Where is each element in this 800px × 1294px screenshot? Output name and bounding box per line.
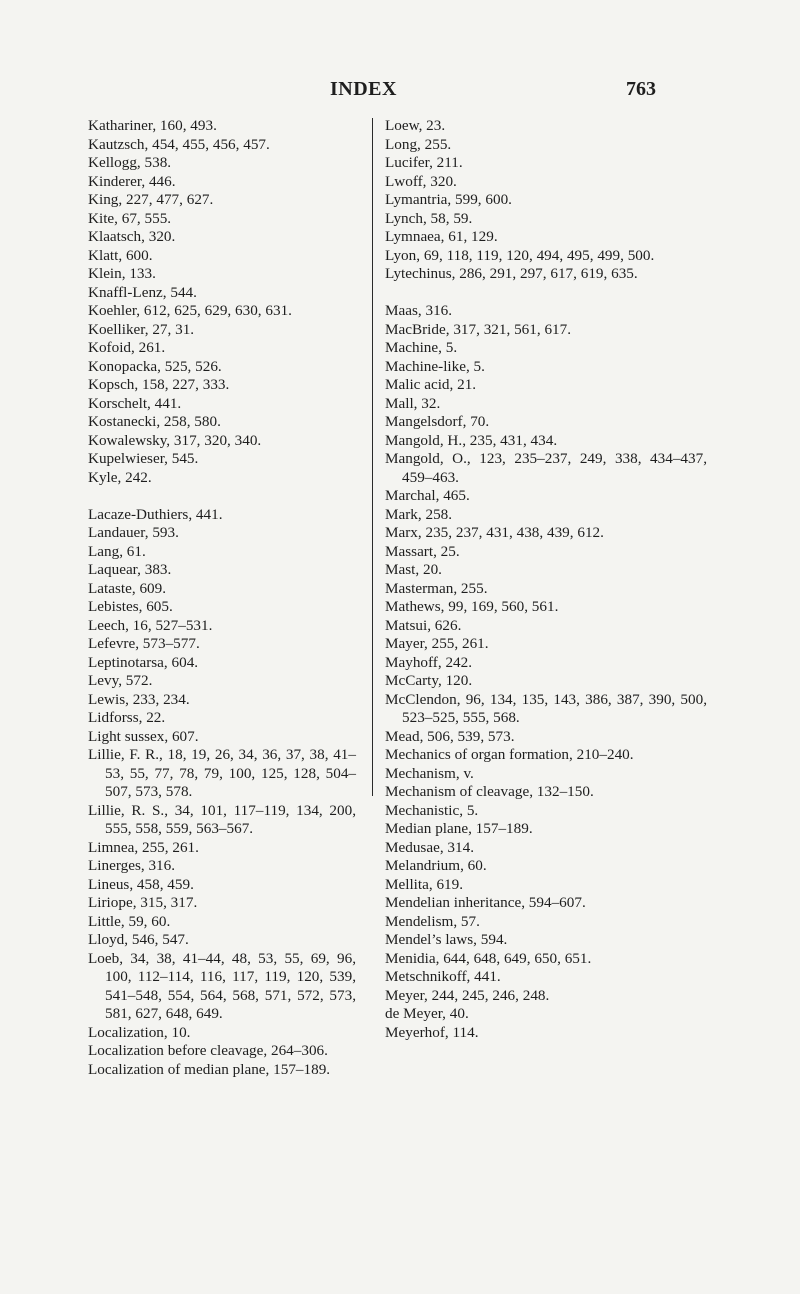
index-entry: Mechanics of organ formation, 210–240. [385, 746, 634, 763]
index-entry: Median plane, 157–189. [385, 820, 533, 837]
letter-section-gap [88, 487, 356, 506]
index-entry: Light sussex, 607. [88, 727, 199, 745]
index-entry: Long, 255. [385, 135, 452, 153]
right-index-column [385, 117, 707, 1042]
index-entry: Lyon, 69, 118, 119, 120, 494, 495, 499, 500. [385, 246, 655, 264]
index-entry: Mechanism, v. [385, 764, 474, 782]
index-entry: Marchal, 465. [385, 487, 470, 504]
index-entry: Linerges, 316. [88, 857, 176, 874]
index-entry: Maas, 316. [385, 302, 453, 319]
index-entry: Lebistes, 605. [88, 598, 173, 615]
index-entry: Lefevre, 573–577. [88, 635, 200, 652]
index-entry: Landauer, 593. [88, 524, 179, 541]
index-entry: Medusae, 314. [385, 838, 474, 856]
index-entry: Meyerhof, 114. [385, 1023, 479, 1041]
index-entry: Lang, 61. [88, 542, 146, 560]
index-entry: Lytechinus, 286, 291, 297, 617, 619, 635. [385, 265, 638, 282]
index-heading: INDEX [330, 78, 397, 100]
index-entry: McCarty, 120. [385, 672, 473, 689]
index-entry: Lynch, 58, 59. [385, 209, 473, 227]
index-entry: Masterman, 255. [385, 579, 488, 597]
index-entry: Lidforss, 22. [88, 709, 166, 726]
index-entry: Kofoid, 261. [88, 339, 166, 356]
index-entry: Mendelian inheritance, 594–607. [385, 894, 586, 911]
index-entry: Laquear, 383. [88, 561, 172, 578]
letter-section-gap [385, 284, 707, 303]
index-entry: Lillie, R. S., 34, 101, 117–119, 134, 200, 555, 558, 559, 563–567. [88, 801, 356, 837]
index-entry: Metschnikoff, 441. [385, 968, 501, 985]
left-index-column [88, 117, 356, 1079]
index-entry: Malic acid, 21. [385, 376, 477, 393]
index-entry: Mark, 258. [385, 505, 453, 523]
index-entry: Mangold, O., 123, 235–237, 249, 338, 434–437, 459–463. [385, 450, 707, 486]
index-entry: Kautzsch, 454, 455, 456, 457. [88, 135, 270, 153]
index-entry: Kathariner, 160, 493. [88, 117, 217, 134]
index-entry: Liriope, 315, 317. [88, 894, 198, 911]
index-entry: Massart, 25. [385, 542, 460, 560]
index-entry: Little, 59, 60. [88, 912, 171, 930]
index-entry: Mechanistic, 5. [385, 801, 479, 819]
index-entry: Kupelwieser, 545. [88, 450, 199, 467]
index-entry: Levy, 572. [88, 672, 153, 689]
index-entry: Kyle, 242. [88, 468, 152, 486]
index-entry: Lacaze-Duthiers, 441. [88, 505, 223, 523]
page-header [0, 78, 800, 102]
index-entry: Knaffl-Lenz, 544. [88, 283, 197, 301]
index-entry: Limnea, 255, 261. [88, 838, 199, 856]
index-entry: Machine, 5. [385, 339, 458, 356]
index-entry: Mangelsdorf, 70. [385, 413, 490, 430]
index-entry: Localization before cleavage, 264–306. [88, 1042, 328, 1059]
index-entry: Lucifer, 211. [385, 154, 463, 171]
index-entry: Korschelt, 441. [88, 394, 182, 412]
index-entry: Lloyd, 546, 547. [88, 931, 189, 948]
index-entry: Kopsch, 158, 227, 333. [88, 376, 230, 393]
index-entry: Localization of median plane, 157–189. [88, 1060, 331, 1078]
index-entry: Localization, 10. [88, 1023, 191, 1041]
index-entry: Mathews, 99, 169, 560, 561. [385, 598, 559, 615]
index-entry: Mendelism, 57. [385, 912, 480, 930]
index-entry: Kowalewsky, 317, 320, 340. [88, 431, 262, 449]
index-entry: Mayhoff, 242. [385, 653, 473, 671]
index-entry: MacBride, 317, 321, 561, 617. [385, 320, 572, 338]
index-entry: Lineus, 458, 459. [88, 875, 194, 893]
index-entry: Melandrium, 60. [385, 857, 487, 874]
index-entry: Koelliker, 27, 31. [88, 320, 195, 338]
index-entry: Mead, 506, 539, 573. [385, 727, 515, 745]
index-entry: Lymantria, 599, 600. [385, 191, 512, 208]
index-entry: Lymnaea, 61, 129. [385, 228, 498, 245]
index-entry: Mendel’s laws, 594. [385, 931, 508, 948]
index-entry: Machine-like, 5. [385, 357, 485, 375]
index-entry: Marx, 235, 237, 431, 438, 439, 612. [385, 524, 604, 541]
index-entry: Mechanism of cleavage, 132–150. [385, 783, 594, 800]
index-entry: Klaatsch, 320. [88, 228, 176, 245]
index-entry: Kinderer, 446. [88, 172, 176, 190]
index-entry: Konopacka, 525, 526. [88, 357, 222, 375]
index-entry: Leptinotarsa, 604. [88, 653, 199, 671]
index-entry: Mast, 20. [385, 561, 442, 578]
index-entry: Kite, 67, 555. [88, 209, 172, 227]
index-entry: Koehler, 612, 625, 629, 630, 631. [88, 302, 292, 319]
index-entry: Kostanecki, 258, 580. [88, 413, 221, 430]
index-entry: Loew, 23. [385, 117, 446, 134]
index-entry: Lwoff, 320. [385, 172, 457, 190]
index-entry: Kellogg, 538. [88, 154, 172, 171]
index-entry: King, 227, 477, 627. [88, 191, 214, 208]
index-entry: Meyer, 244, 245, 246, 248. [385, 986, 550, 1004]
index-entry: Klein, 133. [88, 265, 156, 282]
page-number: 763 [626, 78, 656, 100]
index-entry: Mall, 32. [385, 394, 441, 412]
index-entry: Mellita, 619. [385, 875, 464, 893]
index-entry: Lewis, 233, 234. [88, 690, 190, 708]
index-entry: Menidia, 644, 648, 649, 650, 651. [385, 949, 592, 967]
index-entry: Mayer, 255, 261. [385, 635, 489, 652]
index-entry: Mangold, H., 235, 431, 434. [385, 431, 558, 449]
index-entry: de Meyer, 40. [385, 1005, 469, 1022]
index-entry: Klatt, 600. [88, 246, 153, 264]
index-entry: Matsui, 626. [385, 616, 462, 634]
column-divider [372, 118, 373, 796]
index-entry: Loeb, 34, 38, 41–44, 48, 53, 55, 69, 96, 100, 112–114, 116, 117, 119, 120, 539, 541–548, 554, 564, 568, 571, 572, 573, 581, 627, 648, 649. [88, 949, 356, 1022]
index-entry: Lataste, 609. [88, 579, 167, 597]
index-entry: Leech, 16, 527–531. [88, 616, 213, 634]
index-entry: Lillie, F. R., 18, 19, 26, 34, 36, 37, 38, 41–53, 55, 77, 78, 79, 100, 125, 128, 504–507, 573, 578. [88, 746, 356, 800]
index-entry: McClendon, 96, 134, 135, 143, 386, 387, 390, 500, 523–525, 555, 568. [385, 690, 707, 726]
